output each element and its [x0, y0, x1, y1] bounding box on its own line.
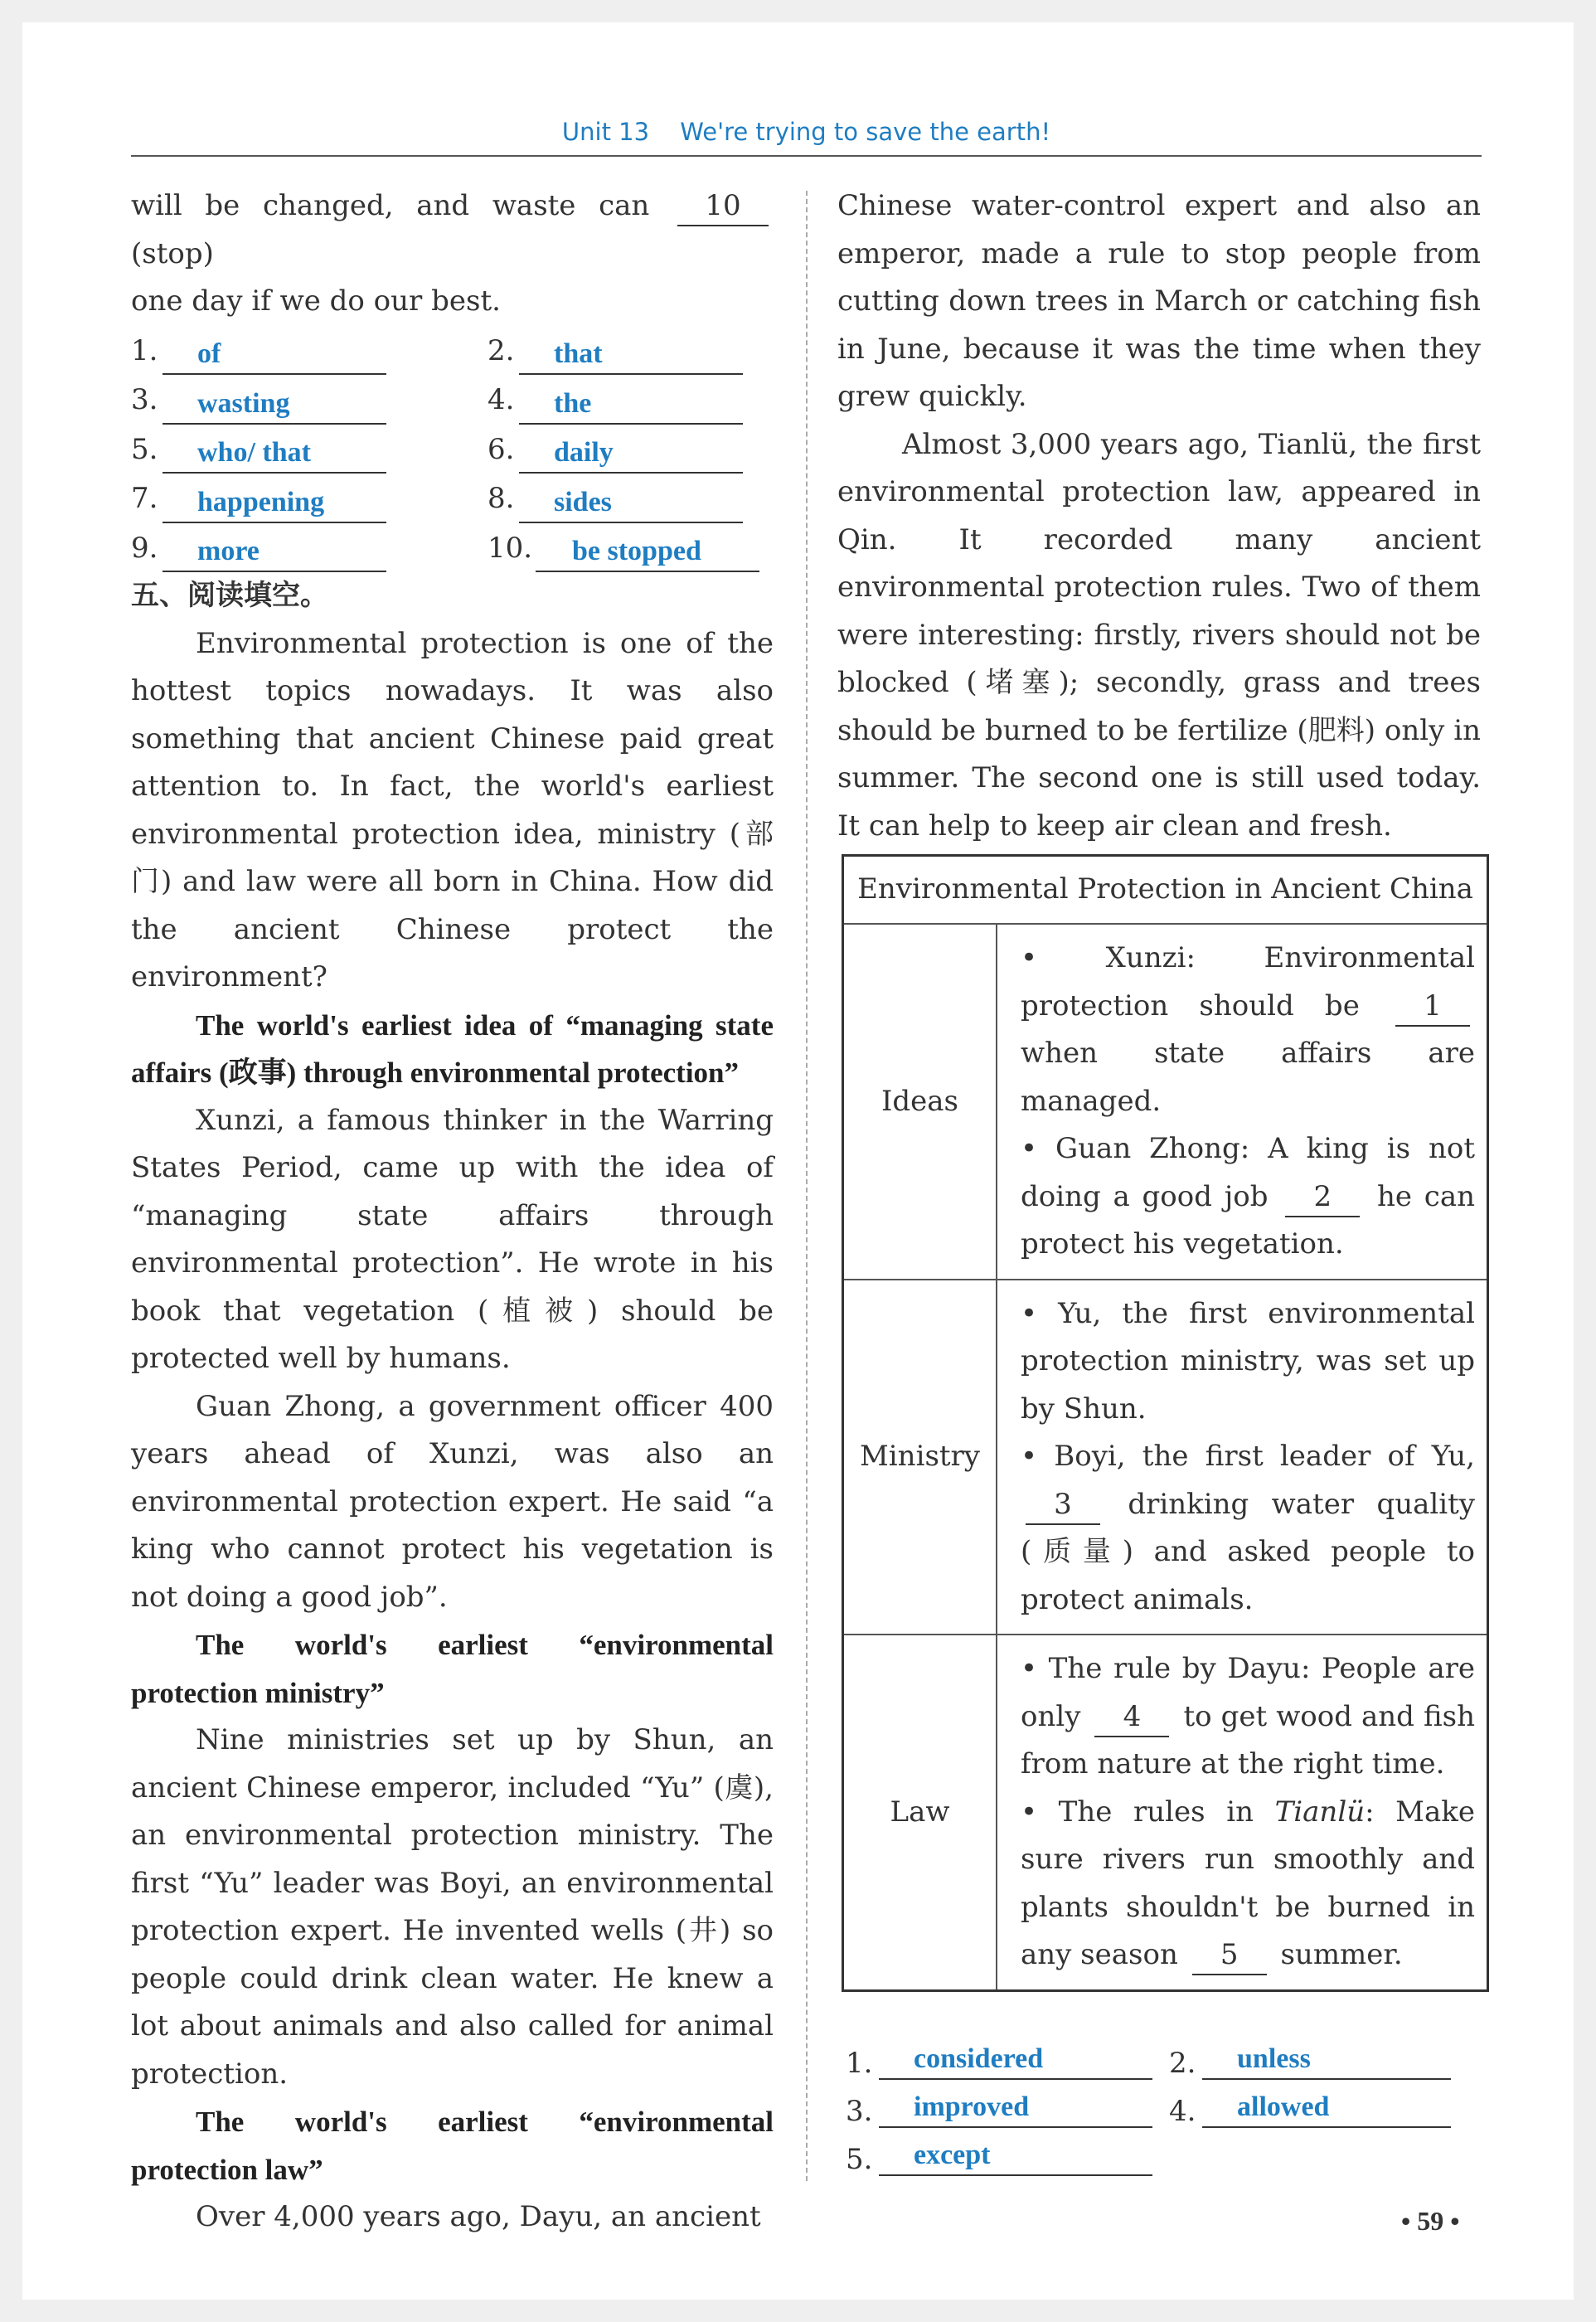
answer-num: 5.: [846, 2143, 873, 2176]
answer-value: allowed: [1202, 2088, 1451, 2128]
paragraph: Guan Zhong, a government officer 400 years ahead of Xunzi, was also an environmental protection expert. He said “a king who cannot protect his vegetation is not doing a good job”.: [131, 1389, 774, 1614]
answer-item: [131, 474, 488, 523]
bullet-text: Boyi, the first leader of Yu,: [1054, 1440, 1475, 1473]
answer-grid-2: [846, 2032, 1492, 2176]
law-cell: [997, 1635, 1488, 1990]
answer-item: [131, 375, 488, 425]
bullet-text: The rule by Dayu: People are only: [1021, 1652, 1475, 1733]
answer-item: [846, 2040, 1169, 2080]
answer-value: unless: [1202, 2040, 1451, 2080]
unit-title: We're trying to save the earth!: [680, 118, 1051, 146]
answer-item: [1169, 2040, 1492, 2080]
bullet-text: to get wood and fish from nature at the right time.: [1021, 1699, 1475, 1780]
row-head-ideas: Ideas: [843, 924, 997, 1280]
answer-value: that: [519, 335, 743, 375]
row-head-ministry: Ministry: [843, 1280, 997, 1635]
paragraph: Nine ministries set up by Shun, an ancient Chinese emperor, included “Yu” (虞), an environmental protection ministry. The first “Yu” leader was Boyi, an environmental protection expert. He invented wells (井) so people could drink clean water. He knew a lot about animals and also called for animal protection.: [131, 1723, 774, 2091]
table-title: Environmental Protection in Ancient China: [843, 856, 1488, 925]
bullet-text: Yu, the first environmental protection ministry, was set up by Shun.: [1021, 1296, 1475, 1426]
subheading: The world's earliest “environmental protection law”: [131, 2106, 774, 2186]
answer-item: [846, 2136, 1186, 2176]
bullet-text: : Make sure rivers run smoothly and plants shouldn't be burned in any season: [1021, 1795, 1475, 1971]
paragraph: Almost 3,000 years ago, Tianlü, the first environmental protection law, appeared in Qin. It recorded many ancient environmental protection rules. Two of them were interesting: firstly, rivers should not be blocked (堵塞); secondly, grass and trees should be burned to be fertilize (肥料) only in summer. The second one is still used today. It can help to keep air clean and fresh.: [837, 427, 1481, 843]
answer-item: [488, 425, 769, 474]
answer-value: be stopped: [536, 532, 759, 572]
column-divider: [806, 191, 808, 2181]
answer-grid-1: [131, 326, 774, 573]
bullet-item: • Guan Zhong: A king is not doing a good job 2 he can protect his vegetation.: [1021, 1132, 1475, 1261]
unit-label: Unit 13: [561, 118, 650, 146]
answer-item: [131, 326, 488, 376]
bullet-item: • Boyi, the first leader of Yu, 3 drinking water quality (质量) and asked people to protect animals.: [1021, 1440, 1475, 1616]
answer-item: [488, 375, 769, 425]
blank-1: 1: [1395, 987, 1470, 1027]
answer-num: 9.: [131, 531, 158, 565]
bullet-text: he can protect his vegetation.: [1021, 1179, 1475, 1261]
bullet-item: • Xunzi: Environmental protection should be 1 when state affairs are managed.: [1021, 941, 1475, 1118]
answer-item: [131, 523, 488, 573]
answer-value: daily: [519, 434, 743, 474]
answer-value: except: [879, 2136, 1152, 2176]
answer-item: [488, 474, 769, 523]
bullet-text: drinking water quality (质量) and asked people to protect animals.: [1021, 1487, 1475, 1616]
answer-row: [846, 2128, 1492, 2176]
answer-num: 4.: [488, 383, 515, 416]
answer-value: who/ that: [163, 434, 386, 474]
answer-value: more: [163, 532, 386, 572]
intro-blank: 10: [677, 187, 769, 226]
answer-num: 10.: [488, 531, 533, 565]
bullet-text: Guan Zhong: A king is not doing a good job: [1021, 1132, 1475, 1213]
blank-3: 3: [1026, 1485, 1100, 1525]
environment-table: [842, 854, 1489, 1992]
answer-value: improved: [879, 2088, 1152, 2128]
answer-item: [131, 425, 488, 474]
answer-num: 3.: [846, 2095, 873, 2128]
answer-value: considered: [879, 2040, 1152, 2080]
blank-4: 4: [1094, 1698, 1169, 1737]
answer-value: sides: [519, 483, 743, 523]
ideas-cell: [997, 924, 1488, 1280]
subheading: The world's earliest “environmental protection ministry”: [131, 1629, 774, 1709]
answer-num: 1.: [846, 2047, 873, 2080]
answer-num: 6.: [488, 432, 515, 466]
answer-num: 2.: [488, 333, 515, 367]
answer-value: wasting: [163, 385, 386, 425]
answer-item: [1169, 2088, 1492, 2128]
bullet-text: when state affairs are managed.: [1021, 1037, 1475, 1118]
section-title: 五、阅读填空。: [131, 579, 328, 612]
intro-stop: (stop): [131, 236, 214, 270]
page-number: • 59 •: [1401, 2206, 1460, 2236]
page-header: [131, 109, 1482, 157]
answer-num: 2.: [1169, 2047, 1196, 2080]
answer-row: [846, 2032, 1492, 2080]
paragraph: Environmental protection is one of the hottest topics nowadays. It was also something that ancient Chinese paid great attention to. In fact, the world's earliest environmental protection idea, ministry (部门) and law were all born in China. How did the ancient Chinese protect the environment?: [131, 626, 774, 993]
intro-text: will be changed, and waste can: [131, 189, 650, 222]
bullet-italic: Tianlü: [1274, 1795, 1366, 1829]
blank-2: 2: [1285, 1178, 1360, 1217]
left-column: [131, 182, 774, 2242]
bullet-text: summer.: [1280, 1938, 1403, 1971]
answer-item: [846, 2088, 1169, 2128]
blank-5: 5: [1192, 1936, 1267, 1975]
bullet-text: The rules in: [1058, 1795, 1254, 1829]
answer-item: [488, 326, 769, 376]
row-head-law: Law: [843, 1635, 997, 1990]
answer-value: happening: [163, 483, 386, 523]
intro-line-2: one day if we do our best.: [131, 284, 501, 318]
bullet-text: Xunzi: Environmental protection should be: [1021, 941, 1475, 1023]
answer-num: 5.: [131, 432, 158, 466]
answer-num: 7.: [131, 482, 158, 515]
answer-value: the: [519, 385, 743, 425]
subheading: The world's earliest idea of “managing state affairs (政事) through environmental protection”: [131, 1008, 774, 1089]
bullet-item: • The rules in Tianlü: Make sure rivers run smoothly and plants shouldn't be burned in any season 5 summer.: [1021, 1789, 1475, 1980]
ministry-cell: [997, 1280, 1488, 1635]
answer-num: 3.: [131, 383, 158, 416]
answer-item: [488, 523, 769, 573]
answer-num: 1.: [131, 333, 158, 367]
right-column: [837, 182, 1481, 850]
bullet-item: • Yu, the first environmental protection ministry, was set up by Shun.: [1021, 1296, 1475, 1426]
paragraph: Xunzi, a famous thinker in the Warring States Period, came up with the idea of “managing state affairs through environmental protection”. He wrote in his book that vegetation (植被) should be protected well by humans.: [131, 1103, 774, 1375]
paragraph: Chinese water-control expert and also an emperor, made a rule to stop people from cutting down trees in March or catching fish in June, because it was the time when they grew quickly.: [837, 189, 1481, 413]
paragraph: Over 4,000 years ago, Dayu, an ancient: [196, 2200, 761, 2233]
bullet-item: • The rule by Dayu: People are only 4 to get wood and fish from nature at the right time.: [1021, 1652, 1475, 1780]
answer-num: 4.: [1169, 2095, 1196, 2128]
answer-row: [846, 2080, 1492, 2128]
answer-num: 8.: [488, 482, 515, 515]
answer-value: of: [163, 335, 386, 375]
intro-line-1: [131, 182, 774, 278]
